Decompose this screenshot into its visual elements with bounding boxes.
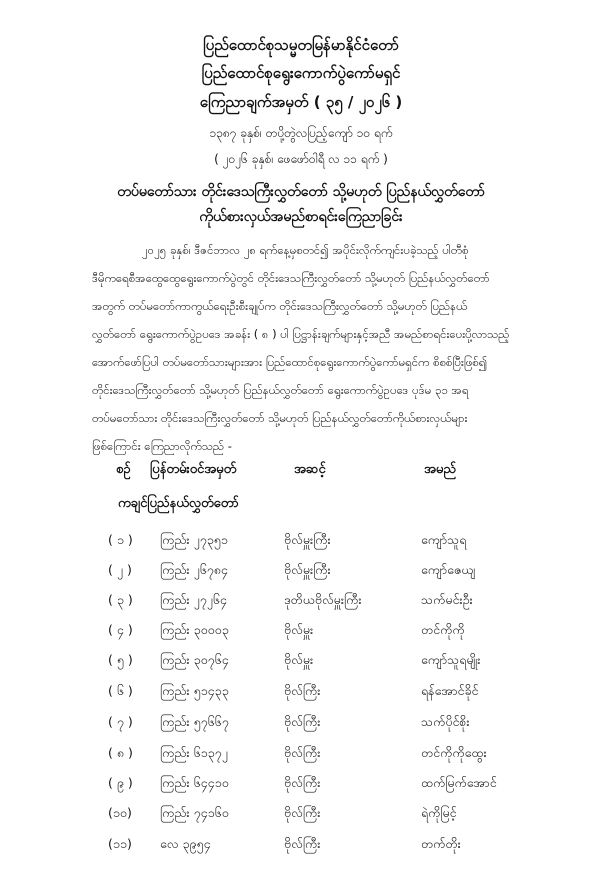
row-rank: ဗိုလ်ကြီး (284, 805, 321, 820)
table-row (0, 649, 602, 671)
row-number: ( ၃ ) (108, 592, 133, 607)
row-number: (၁၀) (108, 805, 132, 820)
body-line: ဒီမိုကရေစီအထွေထွေရွေးကောက်ပွဲတွင် တိုင်းဒေသကြီးလွှတ်တော် သို့မဟုတ် ပြည်နယ်လွှတ်တော် (92, 271, 490, 285)
row-rank: ဗိုလ်ကြီး (284, 745, 321, 760)
table-row (0, 680, 602, 702)
column-header-rank: အဆင့် (294, 462, 326, 477)
row-name: ရန်အောင်ခိုင် (421, 683, 479, 698)
row-name: ကျော်ဇေယျ (421, 562, 476, 577)
row-rank: ဗိုလ်ကြီး (284, 714, 321, 729)
row-name: တက်တိုး (421, 836, 461, 851)
table-row (0, 529, 602, 551)
section-title: ကချင်ပြည်နယ်လွှတ်တော် (118, 496, 239, 511)
row-number: ( ၉ ) (108, 775, 133, 790)
row-rank: ဒုတိယဗိုလ်မှူးကြီး (284, 592, 362, 607)
body-line: ဖြစ်ကြောင်း ကြေညာလိုက်သည် - (92, 439, 232, 453)
row-rank: ဗိုလ်မှူး (284, 622, 314, 637)
row-service-number: ကြည်း ၂၇၂၆၄ (160, 592, 227, 607)
header-announcement-number: ကြေညာချက်အမှတ် ( ၃၅ / ၂၀၂၆ ) (199, 93, 403, 111)
row-service-number: ကြည်း ၆၄၄၁၀ (160, 775, 229, 790)
row-number: ( ၂ ) (108, 562, 132, 577)
row-service-number: ကြည်း ၃၀၇၆၄ (160, 652, 229, 667)
row-rank: ဗိုလ်မှူးကြီး (284, 562, 331, 577)
table-row (0, 619, 602, 641)
column-header-no: စဉ် (116, 462, 131, 477)
header-commission: ပြည်ထောင်စုရွေးကောက်ပွဲကော်မရှင် (201, 64, 401, 82)
subject-line-2: ကိုယ်စားလှယ်အမည်စာရင်းကြေညာခြင်း (199, 209, 403, 225)
row-rank: ဗိုလ်ကြီး (284, 683, 321, 698)
row-service-number: ကြည်း ၆၁၃၇၂ (160, 745, 228, 760)
row-service-number: ကြည်း ၇၄၁၆၀ (160, 805, 229, 820)
table-row (0, 559, 602, 581)
row-name: ကျော်သူရမျိုး (421, 652, 481, 667)
row-rank: ဗိုလ်မှူးကြီး (284, 532, 331, 547)
body-line: ၂၀၂၅ ခုနှစ်၊ ဒီဇင်ဘာလ ၂၈ ရက်နေ့မှစတင်၍ အပိုင်းလိုက်ကျင်းပခဲ့သည့် ပါတီစုံ (142, 243, 469, 257)
row-number: ( ၇ ) (108, 714, 133, 729)
row-rank: ဗိုလ်ကြီး (284, 775, 321, 790)
row-name: သက်မင်းဦး (421, 592, 473, 607)
body-line: တပ်မတော်သား တိုင်းဒေသကြီးလွှတ်တော် သို့မဟုတ် ပြည်နယ်လွှတ်တော်ကိုယ်စားလှယ်များ (92, 411, 468, 425)
row-number: ( ၈ ) (108, 745, 133, 760)
row-number: (၁၁) (108, 836, 132, 851)
row-name: သက်ပိုင်စိုး (421, 714, 470, 729)
row-name: တင်ကိုကိုထွေး (421, 745, 487, 760)
row-service-number: ကြည်း ၅၁၄၃၃ (160, 683, 229, 698)
row-number: ( ၅ ) (108, 652, 133, 667)
row-service-number: ကြည်း ၃၀၀၀၃ (160, 622, 229, 637)
row-name: ထက်မြက်အောင် (421, 775, 497, 790)
subject-line-1: တပ်မတော်သား တိုင်းဒေသကြီးလွှတ်တော် သို့မဟုတ် ပြည်နယ်လွှတ်တော် (117, 184, 485, 200)
date-myanmar: ၁၃၈၇ ခုနှစ်၊ တပို့တွဲလပြည့်ကျော် ၁၀ ရက် (209, 126, 393, 140)
row-name: ရဲကိုမြင့် (421, 805, 457, 820)
column-header-service-number: ပြန်တမ်းဝင်အမှတ် (150, 462, 237, 477)
row-service-number: ကြည်း ၅၇၆၆၇ (160, 714, 229, 729)
row-name: တင်ကိုကို (421, 622, 465, 637)
table-row (0, 802, 602, 824)
header-country: ပြည်ထောင်စုသမ္မတမြန်မာနိုင်ငံတော် (203, 36, 399, 54)
row-service-number: ကြည်း ၂၇၃၅၁ (160, 532, 228, 547)
row-service-number: ကြည်း ၂၆၇၈၄ (160, 562, 228, 577)
row-number: ( ၆ ) (108, 683, 133, 698)
row-rank: ဗိုလ်ကြီး (284, 836, 321, 851)
table-row (0, 833, 602, 855)
table-row (0, 589, 602, 611)
body-line: လွှတ်တော် ရွေးကောက်ပွဲဥပဒေ အခန်း ( ၈ ) ပါ ပြဋ္ဌာန်းချက်များနှင့်အညီ အမည်စာရင်းပေးပို့လာသည့် (92, 327, 510, 341)
body-paragraph (92, 236, 524, 460)
table-row (0, 772, 602, 794)
table-row (0, 711, 602, 733)
date-gregorian: ( ၂၀၂၆ ခုနှစ်၊ ဖေဖော်ဝါရီ လ ၁၁ ရက် ) (214, 152, 388, 166)
body-line: အတွက် တပ်မတော်ကာကွယ်ရေးဦးစီးချုပ်က တိုင်းဒေသကြီးလွှတ်တော် သို့မဟုတ် ပြည်နယ် (92, 299, 468, 313)
table-row (0, 742, 602, 764)
row-service-number: လေ ၃၉၅၄ (160, 836, 211, 851)
row-name: ကျော်သူရ (421, 532, 467, 547)
body-line: တိုင်းဒေသကြီးလွှတ်တော် သို့မဟုတ် ပြည်နယ်လွှတ်တော် ရွေးကောက်ပွဲဥပဒေ ပုဒ်မ ၃၁ အရ (92, 383, 469, 397)
row-number: ( ၄ ) (108, 622, 133, 637)
column-header-name: အမည် (424, 462, 456, 477)
body-line: အောက်ဖော်ပြပါ တပ်မတော်သားများအား ပြည်ထောင်စုရွေးကောက်ပွဲကော်မရှင်က စိစစ်ပြီးဖြစ်၍ (92, 355, 488, 369)
row-number: ( ၁ ) (108, 532, 133, 547)
row-rank: ဗိုလ်မှူး (284, 652, 314, 667)
